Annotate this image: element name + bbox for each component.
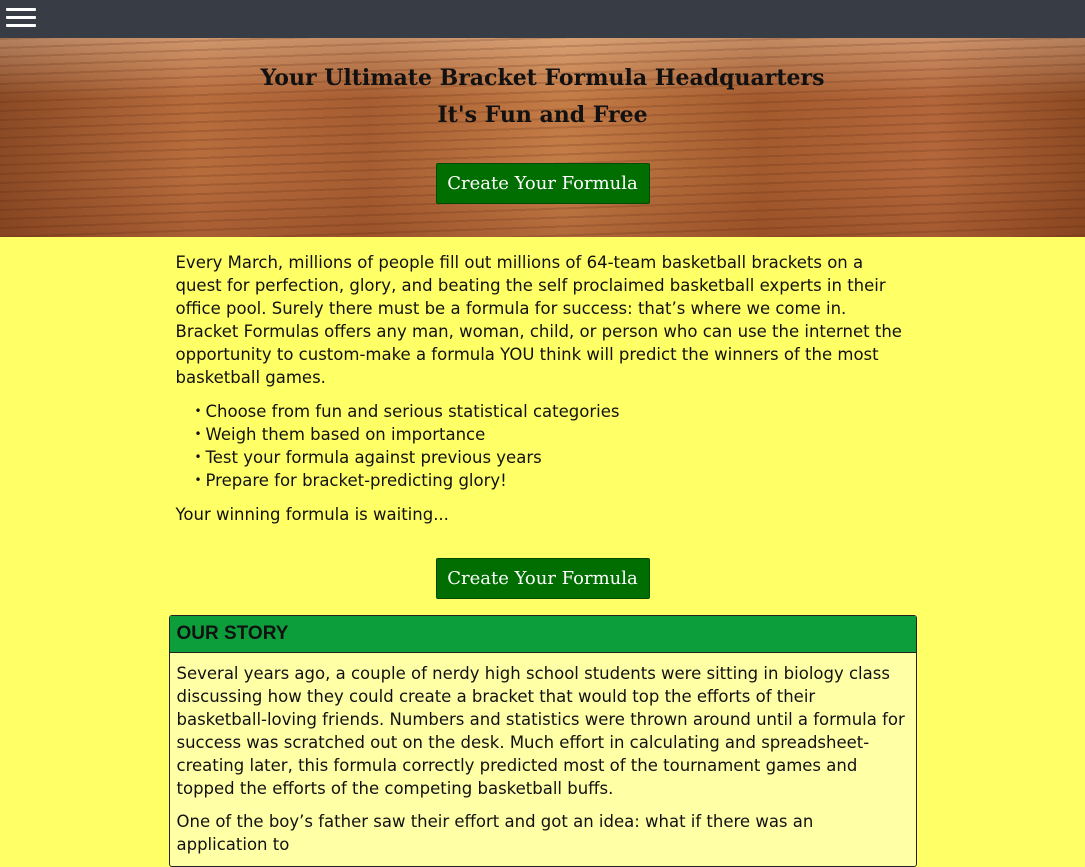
feature-list	[176, 400, 910, 492]
hero-banner	[0, 38, 1085, 237]
main-content	[176, 237, 910, 599]
our-story-panel	[169, 615, 917, 867]
feature-item: • Weigh them based on importance	[206, 423, 910, 446]
menu-line	[6, 8, 36, 11]
cta-wrapper	[176, 558, 910, 599]
create-formula-button[interactable]: Create Your Formula	[436, 558, 650, 599]
top-nav-bar	[0, 0, 1085, 38]
feature-item: • Prepare for bracket-predicting glory!	[206, 469, 910, 492]
closing-text: Your winning formula is waiting...	[175, 505, 449, 524]
intro-paragraph: Every March, millions of people fill out millions of 64-team basketball brackets on a quest for perfection, glory, and beating the self proclaimed basketball experts in their office pool. Surely there must be a formula for success: that’s where we come in. Bracket Formulas offers any man, woman, child, or person who can use the internet the opportunity to custom-make a formula YOU think will predict the winners of the most basketball games.	[175, 253, 902, 387]
hero-subtitle: It's Fun and Free	[437, 102, 648, 128]
feature-item: • Choose from fun and serious statistical categories	[206, 400, 910, 423]
hamburger-menu-icon[interactable]	[6, 5, 36, 31]
feature-item: • Test your formula against previous years	[206, 446, 910, 469]
our-story-body	[170, 653, 916, 856]
story-paragraph: One of the boy’s father saw their effort and got an idea: what if there was an application to	[176, 812, 814, 854]
menu-line	[6, 16, 36, 19]
our-story-heading: OUR STORY	[170, 616, 916, 653]
hero-title: Your Ultimate Bracket Formula Headquarters	[260, 65, 825, 91]
menu-line	[6, 24, 36, 27]
create-formula-button-hero[interactable]: Create Your Formula	[436, 163, 650, 204]
story-paragraph: Several years ago, a couple of nerdy high school students were sitting in biology class discussing how they could create a bracket that would top the efforts of their basketball-loving friends. Numbers and statistics were thrown around until a formula for success was scratched out on the desk. Much effort in calculating and spreadsheet-creating later, this formula correctly predicted most of the tournament games and topped the efforts of the competing basketball buffs.	[176, 664, 905, 798]
